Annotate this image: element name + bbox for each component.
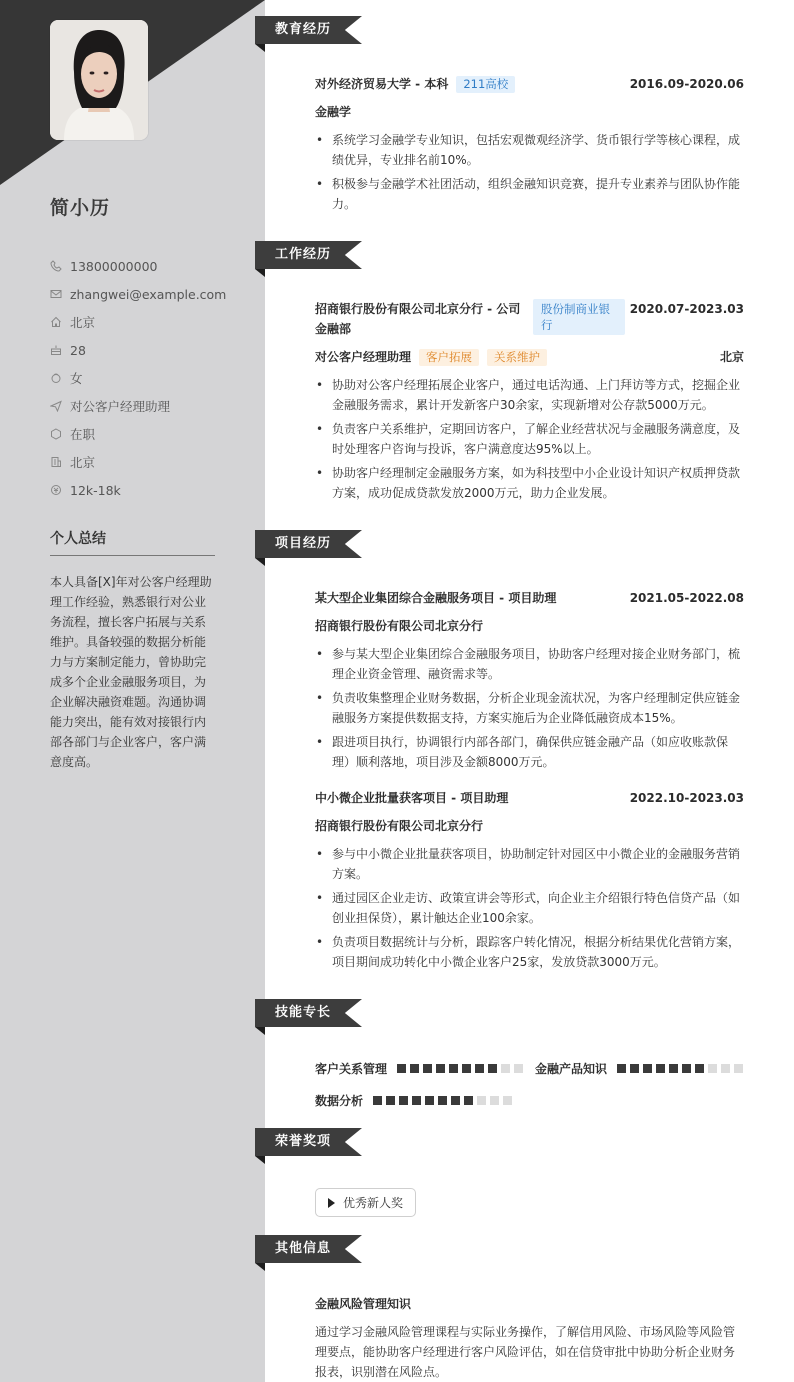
project-2-header xyxy=(315,788,744,808)
skill-level-empty xyxy=(734,1064,743,1073)
list-item: • 协助客户经理制定金融服务方案，如为科技型中小企业设计知识产权质押贷款方案，成功促成贷款发放2000万元，助力企业发展。 xyxy=(315,463,744,503)
project-date: 2022.10-2023.03 xyxy=(629,791,744,805)
other-text: 通过学习金融风险管理课程与实际业务操作，了解信用风险、市场风险等风险管理要点，能协助客户经理进行客户风险评估，如在信贷审批中协助分析企业财务报表，识别潜在风险点。 xyxy=(315,1325,736,1379)
project-org: 招商银行股份有限公司北京分行 xyxy=(315,619,484,633)
skill-level-bar xyxy=(373,1096,516,1105)
info-hometown-text: 北京 xyxy=(70,315,96,330)
skill-level-filled xyxy=(682,1064,691,1073)
skill-level-empty xyxy=(477,1096,486,1105)
avatar xyxy=(50,20,148,140)
skill-level-filled xyxy=(438,1096,447,1105)
info-age xyxy=(50,336,250,364)
work-tag: 客户拓展 xyxy=(419,349,479,366)
sidebar xyxy=(0,0,265,1382)
education-school: 对外经济贸易大学 - 本科 xyxy=(315,77,449,91)
project-org: 招商银行股份有限公司北京分行 xyxy=(315,819,484,833)
info-status xyxy=(50,420,250,448)
skill-name: 客户关系管理 xyxy=(315,1062,388,1076)
candidate-name: 简小历 xyxy=(50,197,111,219)
age-icon xyxy=(50,344,62,356)
skill-level-filled xyxy=(410,1064,419,1073)
project-date: 2021.05-2022.08 xyxy=(629,591,744,605)
list-item: • 负责收集整理企业财务数据，分析企业现金流状况，为客户经理制定供应链金融服务方案提供数据支持，方案实施后为企业降低融资成本15%。 xyxy=(315,688,744,728)
skill-item xyxy=(315,1092,516,1109)
info-city xyxy=(50,448,250,476)
work-position: 对公客户经理助理 xyxy=(315,350,412,364)
project-2-bullets xyxy=(315,844,744,976)
other-title: 金融风险管理知识 xyxy=(315,1297,412,1311)
skill-level-filled xyxy=(464,1096,473,1105)
building-icon xyxy=(50,456,62,468)
info-salary-text: 12k-18k xyxy=(70,482,121,498)
info-email xyxy=(50,280,250,308)
skill-level-filled xyxy=(669,1064,678,1073)
section-header-projects xyxy=(255,530,362,558)
work-entry-header xyxy=(315,299,744,339)
info-target-position-text: 对公客户经理助理 xyxy=(70,399,171,414)
skill-level-filled xyxy=(423,1064,432,1073)
skill-level-filled xyxy=(399,1096,408,1105)
section-header-skills xyxy=(255,999,362,1027)
info-gender xyxy=(50,364,250,392)
status-icon xyxy=(50,428,62,440)
info-gender-text: 女 xyxy=(70,371,83,386)
summary-divider xyxy=(50,555,215,556)
list-item: • 负责客户关系维护，定期回访客户，了解企业经营状况与金融服务满意度，及时处理客户咨询与投诉，客户满意度达95%以上。 xyxy=(315,419,744,459)
education-date: 2016.09-2020.06 xyxy=(629,77,744,91)
salary-icon xyxy=(50,484,62,496)
skill-level-filled xyxy=(436,1064,445,1073)
skill-level-filled xyxy=(630,1064,639,1073)
list-item: • 参与中小微企业批量获客项目，协助制定针对园区中小微企业的金融服务营销方案。 xyxy=(315,844,744,884)
list-item: • 参与某大型企业集团综合金融服务项目，协助客户经理对接企业财务部门，梳理企业资金管理、融资需求等。 xyxy=(315,644,744,684)
work-date: 2020.07-2023.03 xyxy=(629,302,744,316)
info-phone-text: 13800000000 xyxy=(70,258,158,274)
work-company-tag: 股份制商业银行 xyxy=(533,299,625,335)
skill-level-filled xyxy=(449,1064,458,1073)
summary-title: 个人总结 xyxy=(50,531,106,547)
skill-level-filled xyxy=(397,1064,406,1073)
work-bullets xyxy=(315,375,744,507)
target-position-icon xyxy=(50,400,62,412)
skill-level-bar xyxy=(397,1064,527,1073)
avatar-portrait-icon xyxy=(50,20,148,140)
section-title-other: 其他信息 xyxy=(275,1241,332,1256)
work-tag: 关系维护 xyxy=(487,349,547,366)
skill-name: 数据分析 xyxy=(315,1094,364,1108)
info-target-position xyxy=(50,392,250,420)
list-item: • 跟进项目执行，协调银行内部各部门，确保供应链金融产品（如应收账款保理）顺利落地，项目涉及金额8000万元。 xyxy=(315,732,744,772)
skill-level-empty xyxy=(721,1064,730,1073)
section-header-other xyxy=(255,1235,362,1263)
skill-level-filled xyxy=(386,1096,395,1105)
list-item: • 负责项目数据统计与分析，跟踪客户转化情况，根据分析结果优化营销方案，项目期间成功转化中小微企业客户25家，发放贷款3000万元。 xyxy=(315,932,744,972)
skill-level-filled xyxy=(617,1064,626,1073)
skill-item xyxy=(535,1060,747,1077)
education-entry-header xyxy=(315,74,744,94)
contact-info-list xyxy=(50,252,250,504)
project-title: 某大型企业集团综合金融服务项目 - 项目助理 xyxy=(315,591,557,605)
section-title-awards: 荣誉奖项 xyxy=(275,1134,332,1149)
award-label: 优秀新人奖 xyxy=(343,1196,404,1210)
home-icon xyxy=(50,316,62,328)
email-icon xyxy=(50,288,62,300)
skill-name: 金融产品知识 xyxy=(535,1062,608,1076)
section-header-awards xyxy=(255,1128,362,1156)
info-city-text: 北京 xyxy=(70,455,96,470)
phone-icon xyxy=(50,260,62,272)
section-header-education xyxy=(255,16,362,44)
work-city: 北京 xyxy=(719,350,744,364)
gender-icon xyxy=(50,372,62,384)
info-age-text: 28 xyxy=(70,342,86,358)
award-item-button[interactable] xyxy=(315,1188,416,1217)
info-salary xyxy=(50,476,250,504)
play-icon xyxy=(328,1198,335,1208)
skill-level-filled xyxy=(695,1064,704,1073)
list-item: • 积极参与金融学术社团活动，组织金融知识竞赛，提升专业素养与团队协作能力。 xyxy=(315,174,744,214)
list-item: • 通过园区企业走访、政策宣讲会等形式，向企业主介绍银行特色信贷产品（如创业担保贷），累计触达企业100余家。 xyxy=(315,888,744,928)
section-title-education: 教育经历 xyxy=(275,22,332,37)
project-1-bullets xyxy=(315,644,744,776)
project-1-header xyxy=(315,588,744,608)
section-title-projects: 项目经历 xyxy=(275,536,332,551)
work-company: 招商银行股份有限公司北京分行 - 公司金融部 xyxy=(315,302,521,336)
info-email-text: zhangwei@example.com xyxy=(70,286,227,302)
education-school-tag: 211高校 xyxy=(456,76,515,93)
info-phone xyxy=(50,252,250,280)
skill-level-filled xyxy=(462,1064,471,1073)
section-title-work: 工作经历 xyxy=(275,247,332,262)
info-hometown xyxy=(50,308,250,336)
education-bullets xyxy=(315,130,744,218)
skill-level-empty xyxy=(490,1096,499,1105)
skill-level-filled xyxy=(451,1096,460,1105)
skill-level-empty xyxy=(503,1096,512,1105)
main-content xyxy=(265,0,794,1382)
skill-level-empty xyxy=(501,1064,510,1073)
skill-level-filled xyxy=(412,1096,421,1105)
skill-level-filled xyxy=(373,1096,382,1105)
section-header-work xyxy=(255,241,362,269)
info-status-text: 在职 xyxy=(70,427,96,442)
skill-level-filled xyxy=(475,1064,484,1073)
skill-level-bar xyxy=(617,1064,747,1073)
skill-level-filled xyxy=(425,1096,434,1105)
list-item: • 系统学习金融学专业知识，包括宏观微观经济学、货币银行学等核心课程，成绩优异，专业排名前10%。 xyxy=(315,130,744,170)
list-item: • 协助对公客户经理拓展企业客户，通过电话沟通、上门拜访等方式，挖掘企业金融服务需求，累计开发新客户30余家，实现新增对公存款5000万元。 xyxy=(315,375,744,415)
skill-item xyxy=(315,1060,527,1077)
summary-text: 本人具备[X]年对公客户经理助理工作经验，熟悉银行对公业务流程，擅长客户拓展与关系维护。具备较强的数据分析能力与方案制定能力，曾协助完成多个企业金融服务项目，为企业解决融资难题。沟通协调能力突出，能有效对接银行内部各部门与企业客户，客户满意度高。 xyxy=(50,575,212,769)
skill-level-empty xyxy=(514,1064,523,1073)
skill-level-empty xyxy=(708,1064,717,1073)
skill-level-filled xyxy=(488,1064,497,1073)
project-title: 中小微企业批量获客项目 - 项目助理 xyxy=(315,791,509,805)
education-major: 金融学 xyxy=(315,105,352,119)
skill-level-filled xyxy=(643,1064,652,1073)
section-title-skills: 技能专长 xyxy=(275,1005,332,1020)
work-position-row xyxy=(315,347,744,367)
skill-level-filled xyxy=(656,1064,665,1073)
